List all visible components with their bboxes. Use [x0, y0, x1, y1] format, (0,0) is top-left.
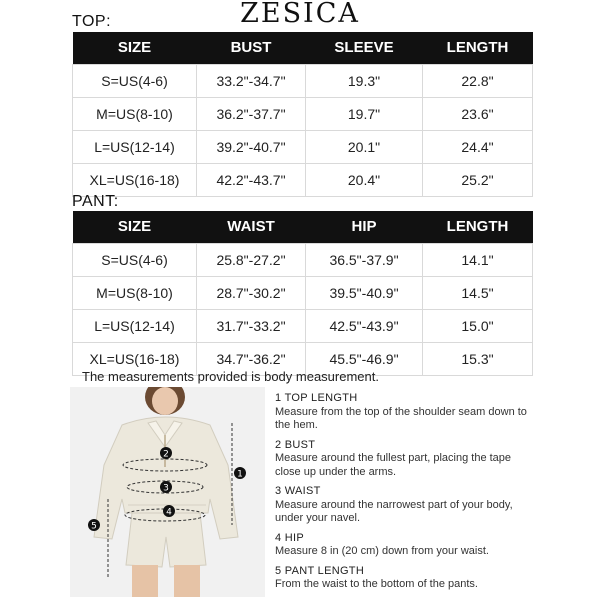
top-header-sleeve: SLEEVE	[306, 32, 423, 64]
measurement-note: The measurements provided is body measurement.	[82, 369, 379, 384]
guide-desc-hip: Measure 8 in (20 cm) down from your waist.	[275, 545, 489, 557]
face-shape	[152, 387, 178, 415]
top-cell-bust: 33.2"-34.7"	[197, 64, 306, 97]
guide-item	[275, 485, 535, 526]
top-cell-size: S=US(4-6)	[73, 64, 197, 97]
top-cell-length: 23.6"	[423, 97, 533, 130]
table-row	[73, 276, 533, 309]
guide-title-pant-length: 5 PANT LENGTH	[275, 564, 365, 577]
top-section-label: TOP:	[72, 13, 112, 30]
pant-cell-size: XL=US(16-18)	[73, 342, 197, 375]
pant-header-waist: WAIST	[197, 211, 306, 243]
marker-4-label: 4	[166, 507, 172, 518]
top-cell-length: 25.2"	[423, 163, 533, 196]
model-illustration	[70, 387, 265, 597]
pant-cell-length: 14.1"	[423, 243, 533, 276]
table-row	[73, 64, 533, 97]
pant-cell-waist: 28.7"-30.2"	[197, 276, 306, 309]
guide-desc-top-length: Measure from the top of the shoulder seam down to the hem.	[275, 405, 527, 431]
pant-cell-size: L=US(12-14)	[73, 309, 197, 342]
pant-cell-length: 14.5"	[423, 276, 533, 309]
pant-cell-length: 15.0"	[423, 309, 533, 342]
pant-section-label: PANT:	[72, 193, 119, 210]
measurement-guide	[275, 392, 535, 598]
pant-cell-waist: 34.7"-36.2"	[197, 342, 306, 375]
pant-header-length: LENGTH	[423, 211, 533, 243]
top-size-table	[72, 32, 533, 197]
top-cell-size: M=US(8-10)	[73, 97, 197, 130]
top-cell-sleeve: 20.1"	[306, 130, 423, 163]
right-leg	[174, 565, 200, 597]
top-header-length: LENGTH	[423, 32, 533, 64]
pant-cell-hip: 36.5"-37.9"	[306, 243, 423, 276]
top-cell-bust: 36.2"-37.7"	[197, 97, 306, 130]
marker-1-label: 1	[237, 469, 243, 480]
pant-cell-size: S=US(4-6)	[73, 243, 197, 276]
guide-desc-pant-length: From the waist to the bottom of the pants.	[275, 578, 478, 590]
top-header-row	[73, 32, 533, 64]
guide-title-bust: 2 BUST	[275, 438, 316, 451]
marker-3-label: 3	[163, 483, 169, 494]
marker-5-label: 5	[91, 521, 97, 532]
pant-cell-length: 15.3"	[423, 342, 533, 375]
guide-item	[275, 392, 535, 433]
pant-header-hip: HIP	[306, 211, 423, 243]
top-cell-bust: 42.2"-43.7"	[197, 163, 306, 196]
pant-header-row	[73, 211, 533, 243]
table-row	[73, 97, 533, 130]
pant-cell-size: M=US(8-10)	[73, 276, 197, 309]
top-cell-size: L=US(12-14)	[73, 130, 197, 163]
pant-cell-hip: 39.5"-40.9"	[306, 276, 423, 309]
top-header-size: SIZE	[73, 32, 197, 64]
top-cell-sleeve: 19.7"	[306, 97, 423, 130]
top-cell-bust: 39.2"-40.7"	[197, 130, 306, 163]
pant-header-size: SIZE	[73, 211, 197, 243]
left-leg	[132, 565, 158, 597]
pant-cell-hip: 45.5"-46.9"	[306, 342, 423, 375]
top-cell-length: 24.4"	[423, 130, 533, 163]
marker-1	[234, 467, 246, 480]
marker-2-label: 2	[163, 449, 169, 460]
top-header-bust: BUST	[197, 32, 306, 64]
guide-item	[275, 565, 535, 592]
top-cell-size: XL=US(16-18)	[73, 163, 197, 196]
pant-cell-waist: 25.8"-27.2"	[197, 243, 306, 276]
guide-title-hip: 4 HIP	[275, 531, 305, 544]
table-row	[73, 163, 533, 196]
table-row	[73, 243, 533, 276]
guide-item	[275, 439, 535, 480]
table-row	[73, 309, 533, 342]
guide-item	[275, 532, 535, 559]
guide-title-top-length: 1 TOP LENGTH	[275, 392, 358, 404]
guide-desc-waist: Measure around the narrowest part of your body, under your navel.	[275, 498, 513, 524]
top-cell-length: 22.8"	[423, 64, 533, 97]
table-row	[73, 130, 533, 163]
brand-logo: ZESICA	[240, 0, 360, 29]
pant-size-table	[72, 211, 533, 376]
pant-cell-waist: 31.7"-33.2"	[197, 309, 306, 342]
pant-cell-hip: 42.5"-43.9"	[306, 309, 423, 342]
model-figure	[70, 387, 265, 597]
top-cell-sleeve: 19.3"	[306, 64, 423, 97]
guide-desc-bust: Measure around the fullest part, placing the tape close up under the arms.	[275, 452, 512, 478]
top-cell-sleeve: 20.4"	[306, 163, 423, 196]
guide-title-waist: 3 WAIST	[275, 485, 321, 497]
